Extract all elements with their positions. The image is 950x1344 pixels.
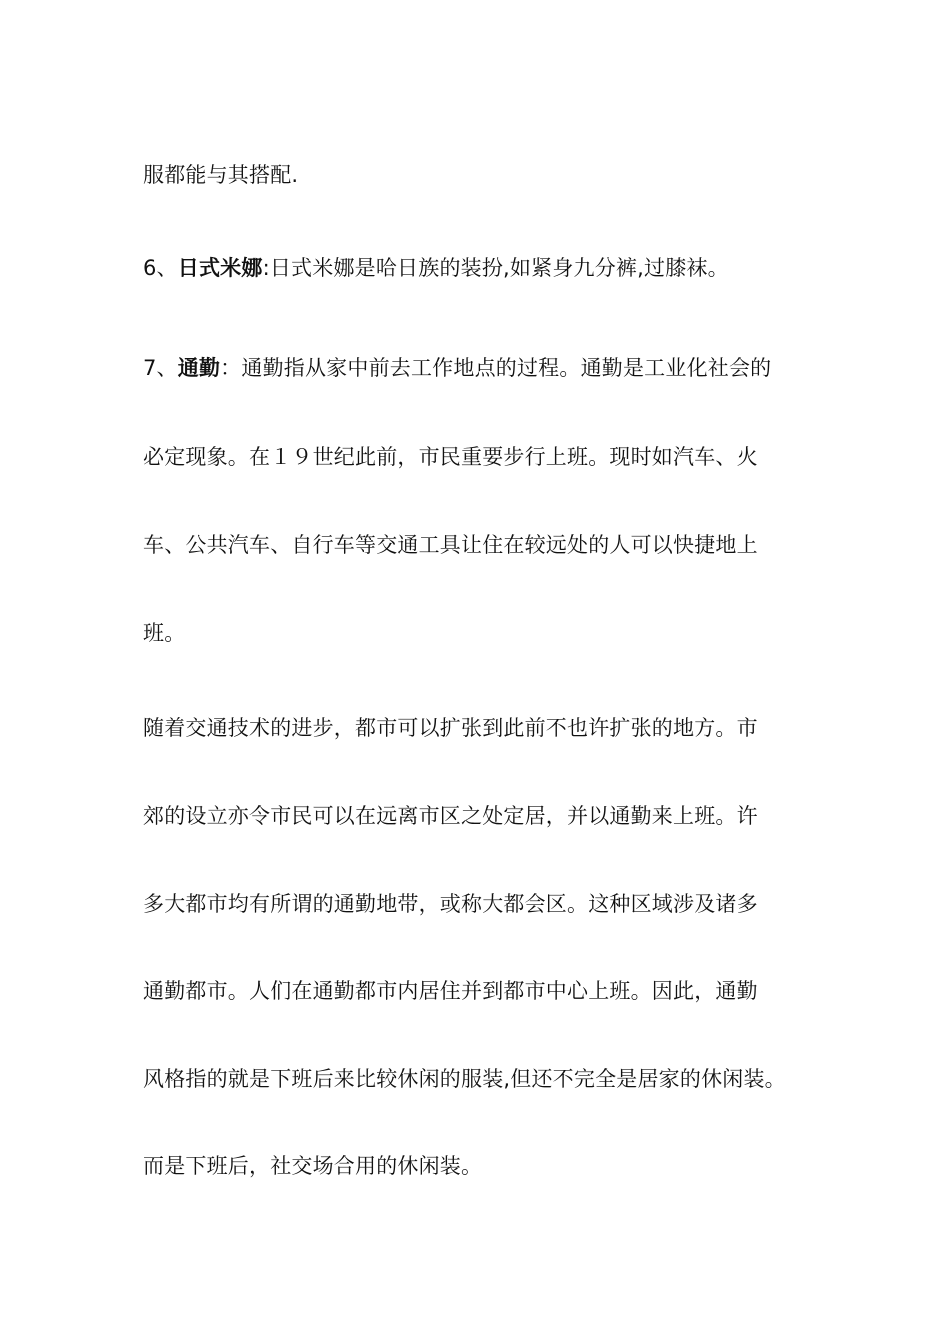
list-item-7 [143, 353, 843, 383]
text-line: 多大都市均有所谓的通勤地带，或称大都会区。这种区域涉及诸多 [143, 892, 758, 916]
list-number: 6、 [143, 256, 178, 280]
list-number: 7、 [143, 356, 178, 380]
term-definition: :日式米娜是哈日族的装扮,如紧身九分裤,过膝袜。 [262, 256, 729, 280]
text-line: 随着交通技术的进步，都市可以扩张到此前不也许扩张的地方。市 [143, 716, 758, 740]
list-item-6 [143, 253, 843, 283]
text-line: 必定现象。在１９世纪此前，市民重要步行上班。现时如汽车、火 [143, 445, 758, 469]
text-line: 服都能与其搭配. [143, 163, 299, 187]
term-heading: 通勤 [177, 356, 221, 380]
text-line: 通勤都市。人们在通勤都市内居住并到都市中心上班。因此，通勤 [143, 979, 758, 1003]
text-line: 而是下班后，社交场合用的休闲装。 [143, 1154, 483, 1178]
text-line: 风格指的就是下班后来比较休闲的服装,但还不完全是居家的休闲装。 [143, 1067, 786, 1091]
text-line: 班。 [143, 621, 186, 645]
term-definition: ：通勤指从家中前去工作地点的过程。通勤是工业化社会的 [220, 356, 772, 380]
term-heading: 日式米娜 [177, 256, 263, 280]
text-line: 车、公共汽车、自行车等交通工具让住在较远处的人可以快捷地上 [143, 533, 758, 557]
text-line: 郊的设立亦令市民可以在远离市区之处定居，并以通勤来上班。许 [143, 804, 758, 828]
